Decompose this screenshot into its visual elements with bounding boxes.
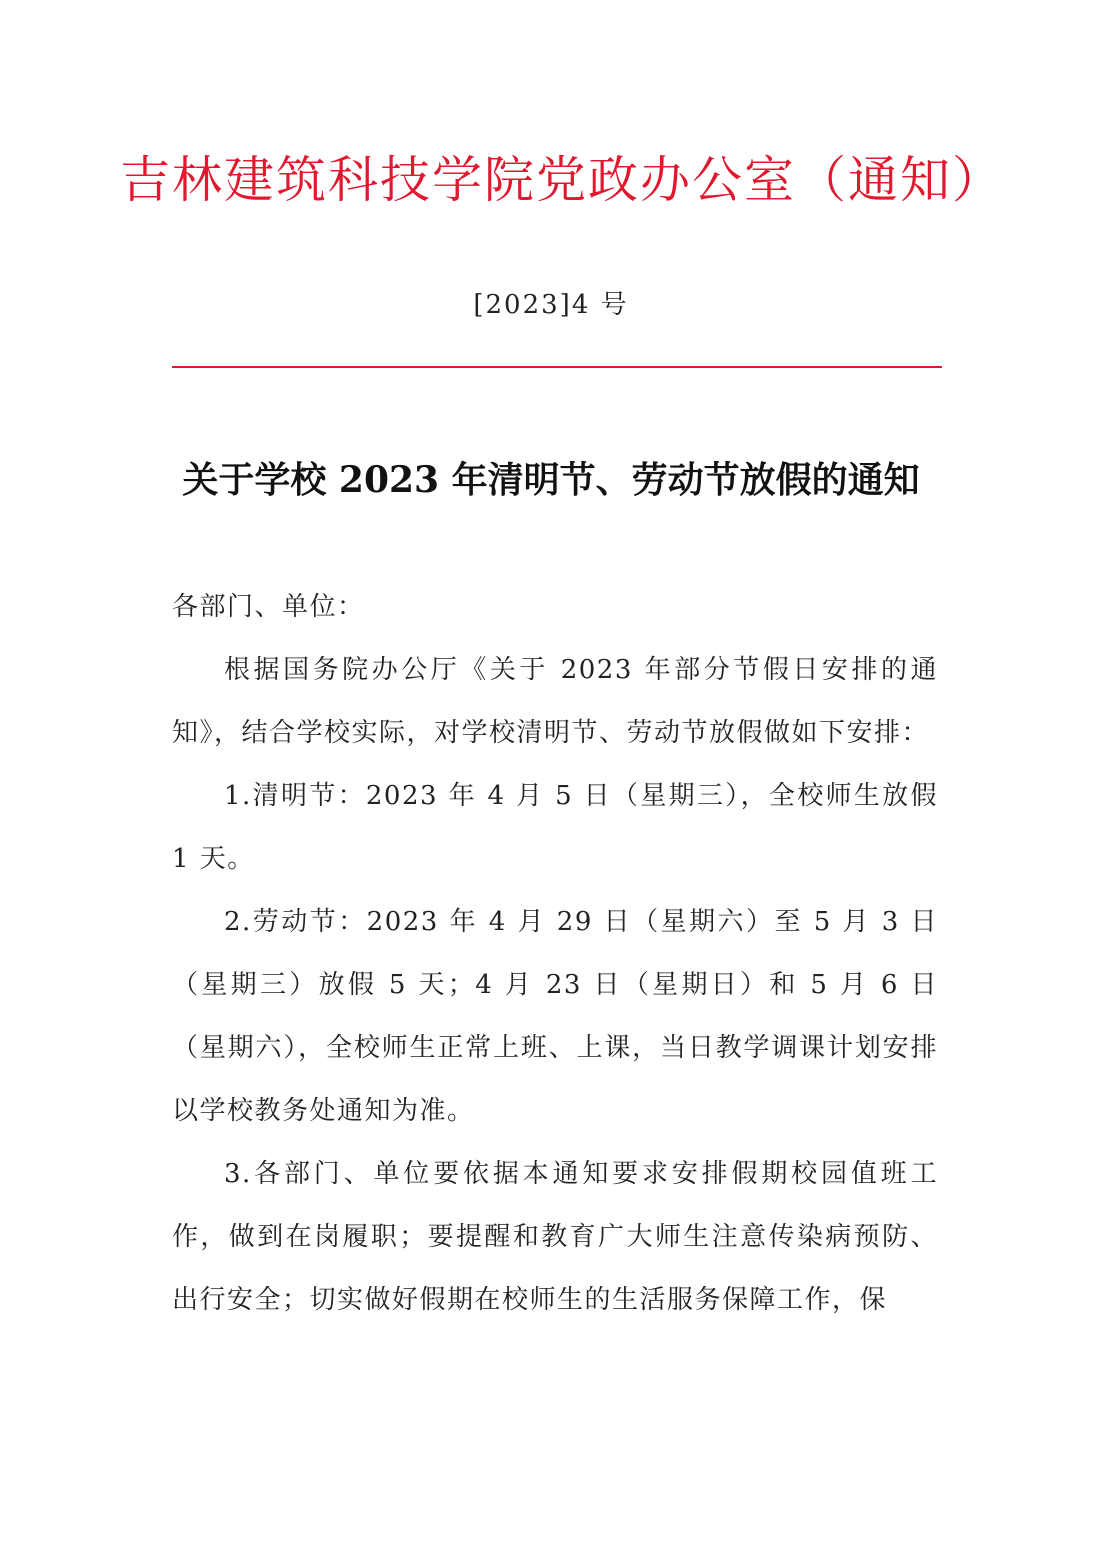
paragraph-intro: 根据国务院办公厅《关于 2023 年部分节假日安排的通知》，结合学校实际，对学校清明节、劳动节放假做如下安排：: [172, 655, 938, 748]
paragraph-item-1: 1.清明节：2023 年 4 月 5 日（星期三），全校师生放假 1 天。: [172, 781, 938, 874]
notice-title: 关于学校 2023 年清明节、劳动节放假的通知: [182, 459, 920, 501]
paragraph-item-2: 2.劳动节：2023 年 4 月 29 日（星期六）至 5 月 3 日（星期三）放假 5 天；4 月 23 日（星期日）和 5 月 6 日（星期六），全校师生正常上班、上课，当日教学调课计划安排以学校教务处通知为准。: [172, 907, 938, 1126]
paragraph-item-3: 3.各部门、单位要依据本通知要求安排假期校园值班工作，做到在岗履职；要提醒和教育广大师生注意传染病预防、出行安全；切实做好假期在校师生的生活服务保障工作，保: [172, 1159, 938, 1315]
salutation: 各部门、单位：: [172, 592, 365, 622]
document-number: [2023]4 号: [473, 290, 629, 320]
red-header-divider: [172, 366, 942, 368]
issuer-header-title: 吉林建筑科技学院党政办公室（通知）: [120, 151, 1004, 209]
notice-body: [172, 639, 938, 1332]
